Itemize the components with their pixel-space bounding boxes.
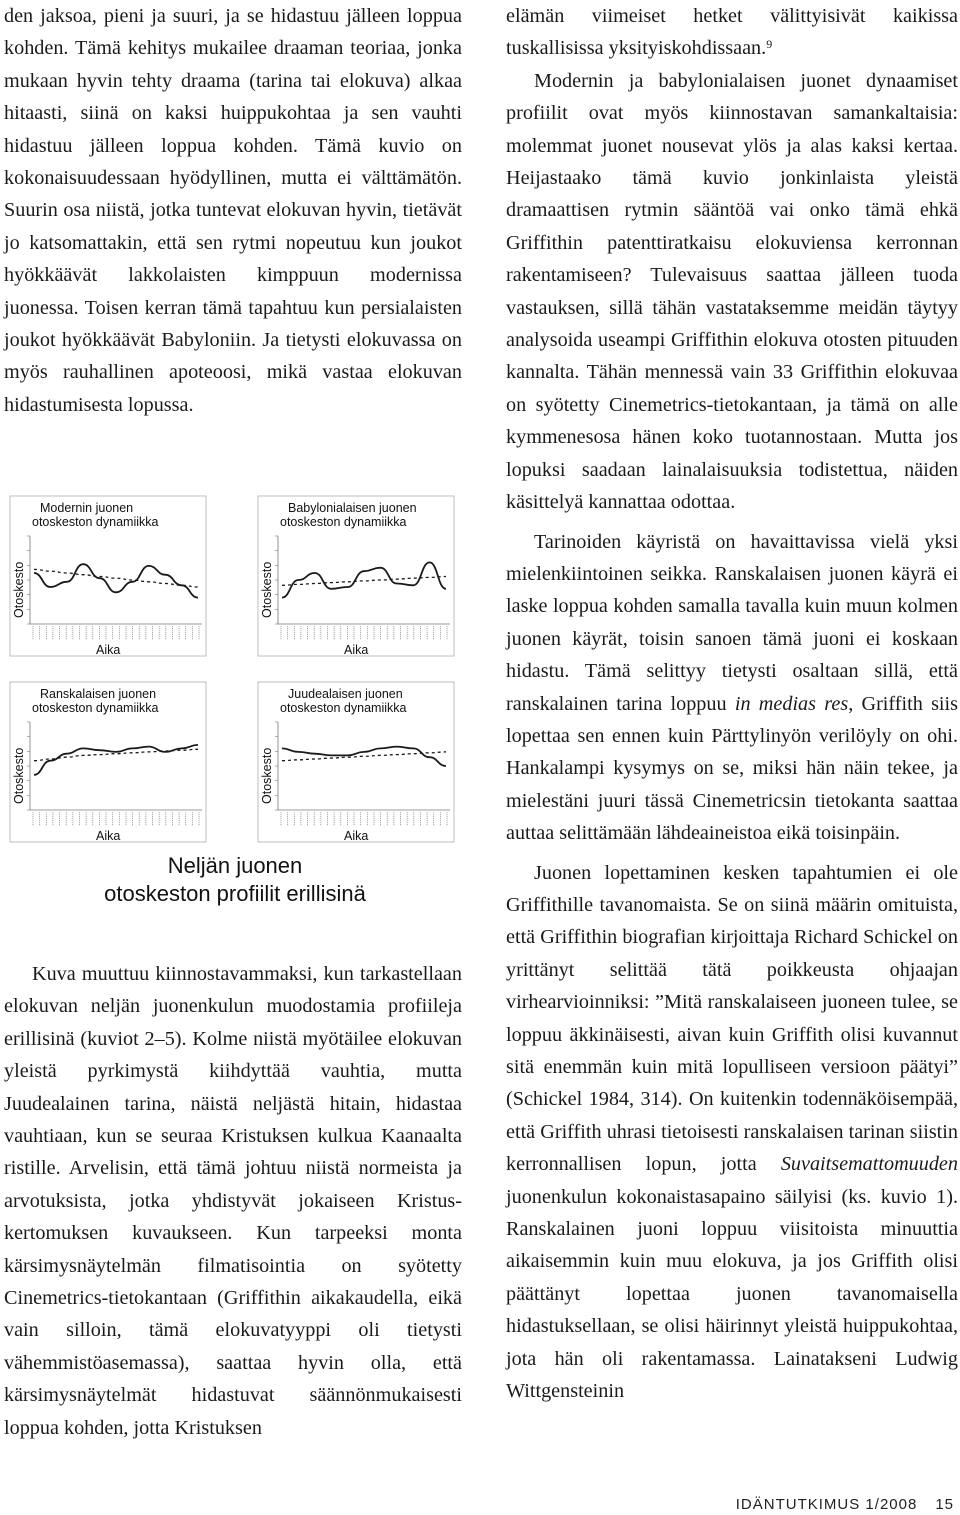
chart-title-line1: Juudealaisen juonen — [288, 687, 403, 701]
journal-name: IDÄNTUTKIMUS 1/2008 — [735, 1496, 918, 1513]
chart-title-line1: Modernin juonen — [40, 501, 134, 515]
chart-title-line2: otoskeston dynamiikka — [280, 515, 407, 529]
right-paragraph-4-text-b: juonenkulun kokonaistasapaino säilyisi (ks. kuvio 1). Ranskalainen juoni loppuu viisitoista minuuttia aikaisemmin kuin muu elokuva, ja jos Griffith olisi päättänyt lopettaa juonen tavanomaisella hidastuksellaan, se olisi häirinnyt yleistä huippukohtaa, jota hän oli rakentamassa. Lainatakseni Ludwig Wittgensteinin — [506, 1185, 958, 1403]
chart-title-line1: Babylonialaisen juonen — [288, 501, 417, 515]
x-axis-label: Aika — [344, 643, 369, 657]
page-number: 15 — [935, 1496, 954, 1513]
right-paragraph-3-text-a: Tarinoiden käyristä on havaittavissa vielä yksi mielenkiintoinen seikka. Ranskalaisen juonen käyrä ei laske loppua kohden samalla tavalla kuin muun kolmen juonen käyrät, toisin sanoen tämä juoni ei koskaan hidastu. Tämä selittyy tietysti osaltaan sillä, että ranskalainen tarina loppuu — [506, 530, 958, 715]
chart-title-line2: otoskeston dynamiikka — [32, 515, 159, 529]
right-paragraph-1-text: elämän viimeiset hetket välittyisivät kaikissa tuskallisissa yksityiskohdissaan. — [506, 5, 958, 60]
right-paragraph-3 — [506, 526, 958, 850]
right-paragraph-2: Modernin ja babylonialaisen juonet dynaamiset profiilit ovat myös kiinnostavan samankaltaisia: molemmat juonet nousevat ylös ja alas kaksi kertaa. Heijastaako tämä kuvio jonkinlaista yleistä dramaattisen rytmin sääntöä vai onko tämä ehkä Griffithin patenttiratkaisu elokuviensa kerronnan rakentamiseen? Tulevaisuus saattaa jälleen tuoda vastauksen, sillä tähän vastataksemme meidän täytyy analysoida useampi Griffithin elokuva otosten pituuden kannalta. Tähän mennessä vain 33 Griffithin elokuvaa on syötetty Cinemetrics-tietokantaan, ja tämä on alle kymmenesosa hänen koko tuotannostaan. Mutta jos lopuksi saadaan lainalaisuuksia todistettua, näiden käsittelyä kannattaa odottaa. — [506, 69, 958, 514]
right-paragraph-4-italic: Suvaitsemattomuuden — [780, 1153, 958, 1176]
figure-caption-line2: otoskeston profiilit erillisinä — [104, 881, 366, 906]
y-axis-label: Otoskesto — [12, 747, 26, 804]
x-axis-label: Aika — [344, 829, 369, 843]
left-bottom-paragraph: Kuva muuttuu kiinnostavammaksi, kun tarkastellaan elokuvan neljän juonenkulun muodostamia profiileja erillisinä (kuviot 2–5). Kolme niistä myötäilee elokuvan yleistä pyrkimystä kiihdyttää vauhtia, mutta Juudealainen tarina, näistä neljästä hitain, hidastaa vauhtiaan, kun se seuraa Kristuksen kulkua Kaanaalta ristille. Arvelisin, että tämä johtuu niistä normeista ja arvotuksista, jotka yhdistyvät jokaiseen Kristuskertomuksen kuvaukseen. Kun tarpeeksi monta kärsimysnäytelmän filmatisointia on syötetty Cinemetrics-tietokantaan (Griffithin aikakaudella, eikä vain silloin, tämä elokuvatyyppi oli tietysti vähemmistöasemassa), saattaa hyvin olla, että kärsimysnäytelmät hidastuvat säännönmukaisesti loppua kohden, jotta Kristuksen — [4, 963, 462, 1439]
chart-title-line2: otoskeston dynamiikka — [280, 701, 407, 715]
right-paragraph-3-italic: in medias res — [734, 692, 849, 715]
footnote-marker: 9 — [766, 37, 773, 52]
y-axis-label: Otoskesto — [12, 561, 26, 618]
figure-caption — [0, 852, 470, 908]
chart-panel-3 — [10, 682, 206, 843]
right-paragraph-1 — [506, 0, 958, 65]
right-paragraph-3-text-b: , Griffith siis lopettaa sen ennen kuin Pärttylinyön verilöyly on ohi. Hankalampi kysymys on se, miksi hän näin tekee, ja mielestäni juuri tässä Cinemetricsin tietokanta saattaa auttaa selittämään lähdeaineistoa eikä toisinpäin. — [506, 692, 958, 845]
left-column — [4, 0, 462, 421]
left-bottom-block — [4, 958, 462, 1444]
figure-caption-line1: Neljän juonen — [167, 853, 303, 878]
x-axis-label: Aika — [96, 829, 121, 843]
chart-title-line1: Ranskalaisen juonen — [40, 687, 157, 701]
y-axis-label: Otoskesto — [260, 561, 274, 618]
left-top-paragraph: den jaksoa, pieni ja suuri, ja se hidastuu jälleen loppua kohden. Tämä kehitys mukailee draaman teoriaa, jonka mukaan hyvin tehty draama (tarina tai elokuva) alkaa hitaasti, siinä on kaksi huippukohtaa ja sen vauhti hidastuu jälleen loppua kohden. Tämä kuvio on kokonaisuudessaan hyödyllinen, mutta ei välttämätön. Suurin osa niistä, jotka tuntevat elokuvan hyvin, tietävät jo katsomattakin, että sen rytmi nopeutuu kun joukot hyökkäävät lakkolaisten kimppuun modernissa juonessa. Toisen kerran tämä tapahtuu kun persialaisten joukot hyökkäävät Babyloniin. Ja tietysti elokuvassa on myös rauhallinen apoteoosi, mikä vastaa elokuvan hidastumisesta lopussa. — [4, 5, 462, 416]
chart-panel-2 — [258, 496, 454, 657]
chart-panel-1 — [10, 496, 206, 657]
chart-panel-4 — [258, 682, 454, 843]
chart-title-line2: otoskeston dynamiikka — [32, 701, 159, 715]
x-axis-label: Aika — [96, 643, 121, 657]
right-paragraph-4 — [506, 857, 958, 1408]
right-column — [506, 0, 958, 1407]
right-paragraph-4-text-a: Juonen lopettaminen kesken tapahtumien ei ole Griffithille tavanomaista. Se on siinä määrin omituista, että Griffithin biografian kirjoittaja Richard Schickel on yrittänyt selittää tätä poikkeusta ohjaajan virhearvioinniksi: ”Mitä ranskalaiseen juoneen tulee, se loppuu äkkinäisesti, aivan kuin Griffith olisi kuvannut sitä enemmän kuin mitä lopulliseen versioon päätyi” (Schickel 1984, 314). On kuitenkin todennäköisempää, että Griffith uhrasi tietoisesti ranskalaisen tarinan siistin kerronnallisen lopun, jotta — [506, 861, 958, 1176]
y-axis-label: Otoskesto — [260, 747, 274, 804]
page-footer — [736, 1496, 954, 1513]
